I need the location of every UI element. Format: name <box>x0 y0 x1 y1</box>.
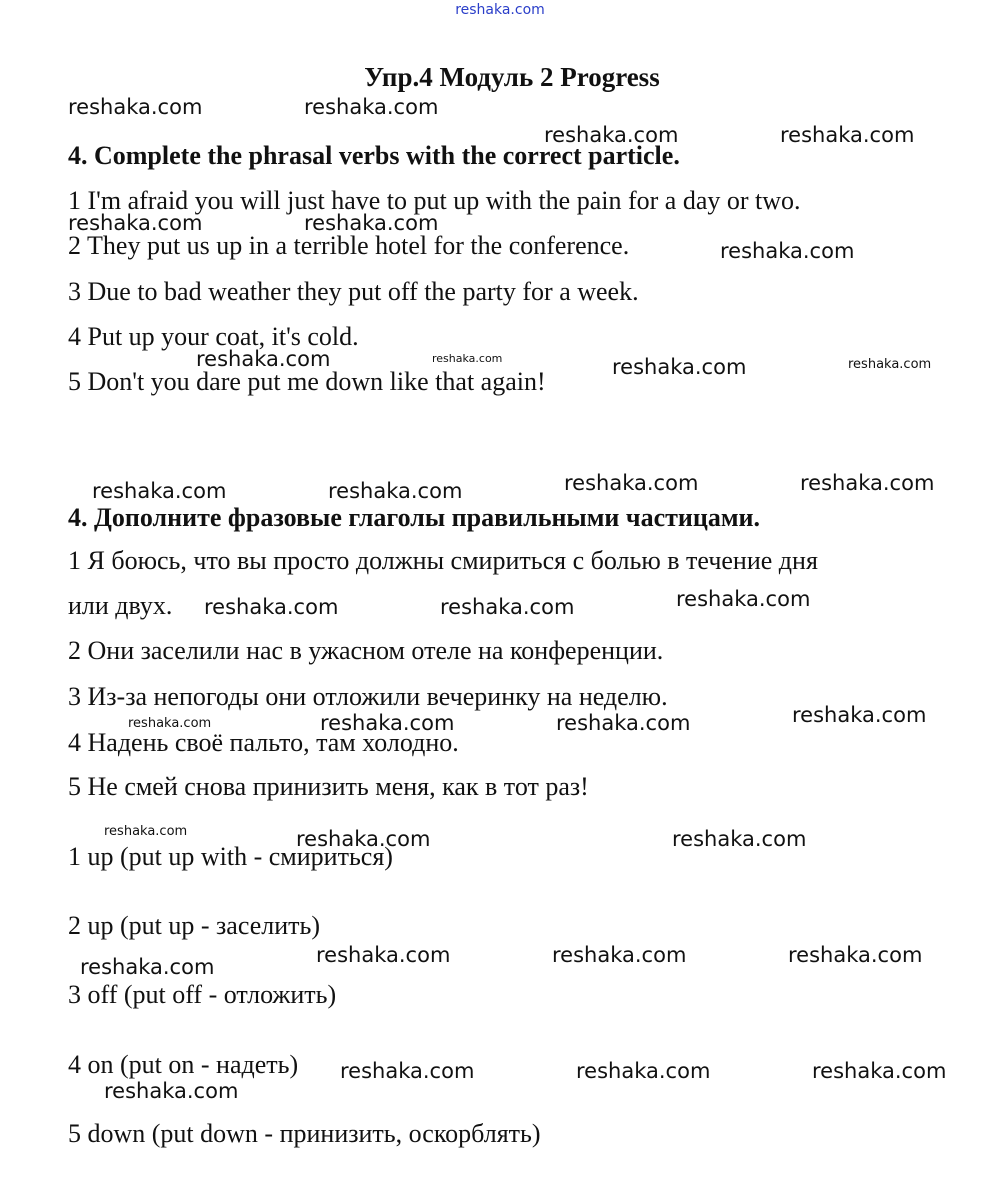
watermark: reshaka.com <box>316 943 451 967</box>
watermark: reshaka.com <box>128 716 212 731</box>
watermark: reshaka.com <box>612 355 747 379</box>
watermark: reshaka.com <box>544 123 679 147</box>
source-link[interactable]: reshaka.com <box>455 2 545 18</box>
task-line-en-5: 5 Don't you dare put me down like that again! <box>68 367 546 396</box>
watermark: reshaka.com <box>720 239 855 263</box>
task-line-en-3: 3 Due to bad weather they put off the party for a week. <box>68 277 639 306</box>
watermark: reshaka.com <box>552 943 687 967</box>
task-line-en-4: 4 Put up your coat, it's cold. <box>68 322 359 351</box>
task-line-ru-3: 3 Из-за непогоды они отложили вечеринку на неделю. <box>68 682 668 711</box>
watermark: reshaka.com <box>576 1059 711 1083</box>
task-heading-ru: 4. Дополните фразовые глаголы правильными частицами. <box>68 503 761 532</box>
watermark: reshaka.com <box>792 703 927 727</box>
watermark: reshaka.com <box>80 955 215 979</box>
watermark: reshaka.com <box>440 595 575 619</box>
watermark: reshaka.com <box>672 827 807 851</box>
task-line-en-2: 2 They put us up in a terrible hotel for the conference. <box>68 231 630 260</box>
watermark: reshaka.com <box>104 824 188 839</box>
watermark: reshaka.com <box>556 711 691 735</box>
watermark: reshaka.com <box>812 1059 947 1083</box>
watermark: reshaka.com <box>432 352 503 365</box>
task-line-en-1: 1 I'm afraid you will just have to put up with the pain for a day or two. <box>68 186 801 215</box>
task-line-ru-4: 4 Надень своё пальто, там холодно. <box>68 728 459 757</box>
answer-2: 2 up (put up - заселить) <box>68 911 321 940</box>
watermark: reshaka.com <box>564 471 699 495</box>
watermark: reshaka.com <box>68 211 203 235</box>
watermark: reshaka.com <box>68 95 203 119</box>
watermark: reshaka.com <box>304 211 439 235</box>
watermark: reshaka.com <box>196 347 331 371</box>
watermark: reshaka.com <box>328 479 463 503</box>
watermark: reshaka.com <box>780 123 915 147</box>
watermark: reshaka.com <box>304 95 439 119</box>
watermark: reshaka.com <box>800 471 935 495</box>
watermark: reshaka.com <box>340 1059 475 1083</box>
answer-5: 5 down (put down - принизить, оскорблять) <box>68 1119 541 1148</box>
watermark: reshaka.com <box>104 1079 239 1103</box>
answer-4: 4 on (put on - надеть) <box>68 1050 299 1079</box>
watermark: reshaka.com <box>296 827 431 851</box>
watermark: reshaka.com <box>848 357 932 372</box>
watermark: reshaka.com <box>92 479 227 503</box>
watermark: reshaka.com <box>204 595 339 619</box>
page-title: Упр.4 Модуль 2 Progress <box>364 62 660 92</box>
watermark: reshaka.com <box>676 587 811 611</box>
task-line-ru-5: 5 Не смей снова принизить меня, как в тот раз! <box>68 772 589 801</box>
watermark: reshaka.com <box>788 943 923 967</box>
task-line-ru-1b: или двух. <box>68 591 173 620</box>
task-line-ru-2: 2 Они заселили нас в ужасном отеле на конференции. <box>68 636 664 665</box>
watermark: reshaka.com <box>320 711 455 735</box>
task-line-ru-1: 1 Я боюсь, что вы просто должны смириться с болью в течение дня <box>68 546 818 575</box>
answer-3: 3 off (put off - отложить) <box>68 980 337 1009</box>
task-heading-en: 4. Complete the phrasal verbs with the correct particle. <box>68 141 680 170</box>
answer-1: 1 up (put up with - смириться) <box>68 842 393 871</box>
